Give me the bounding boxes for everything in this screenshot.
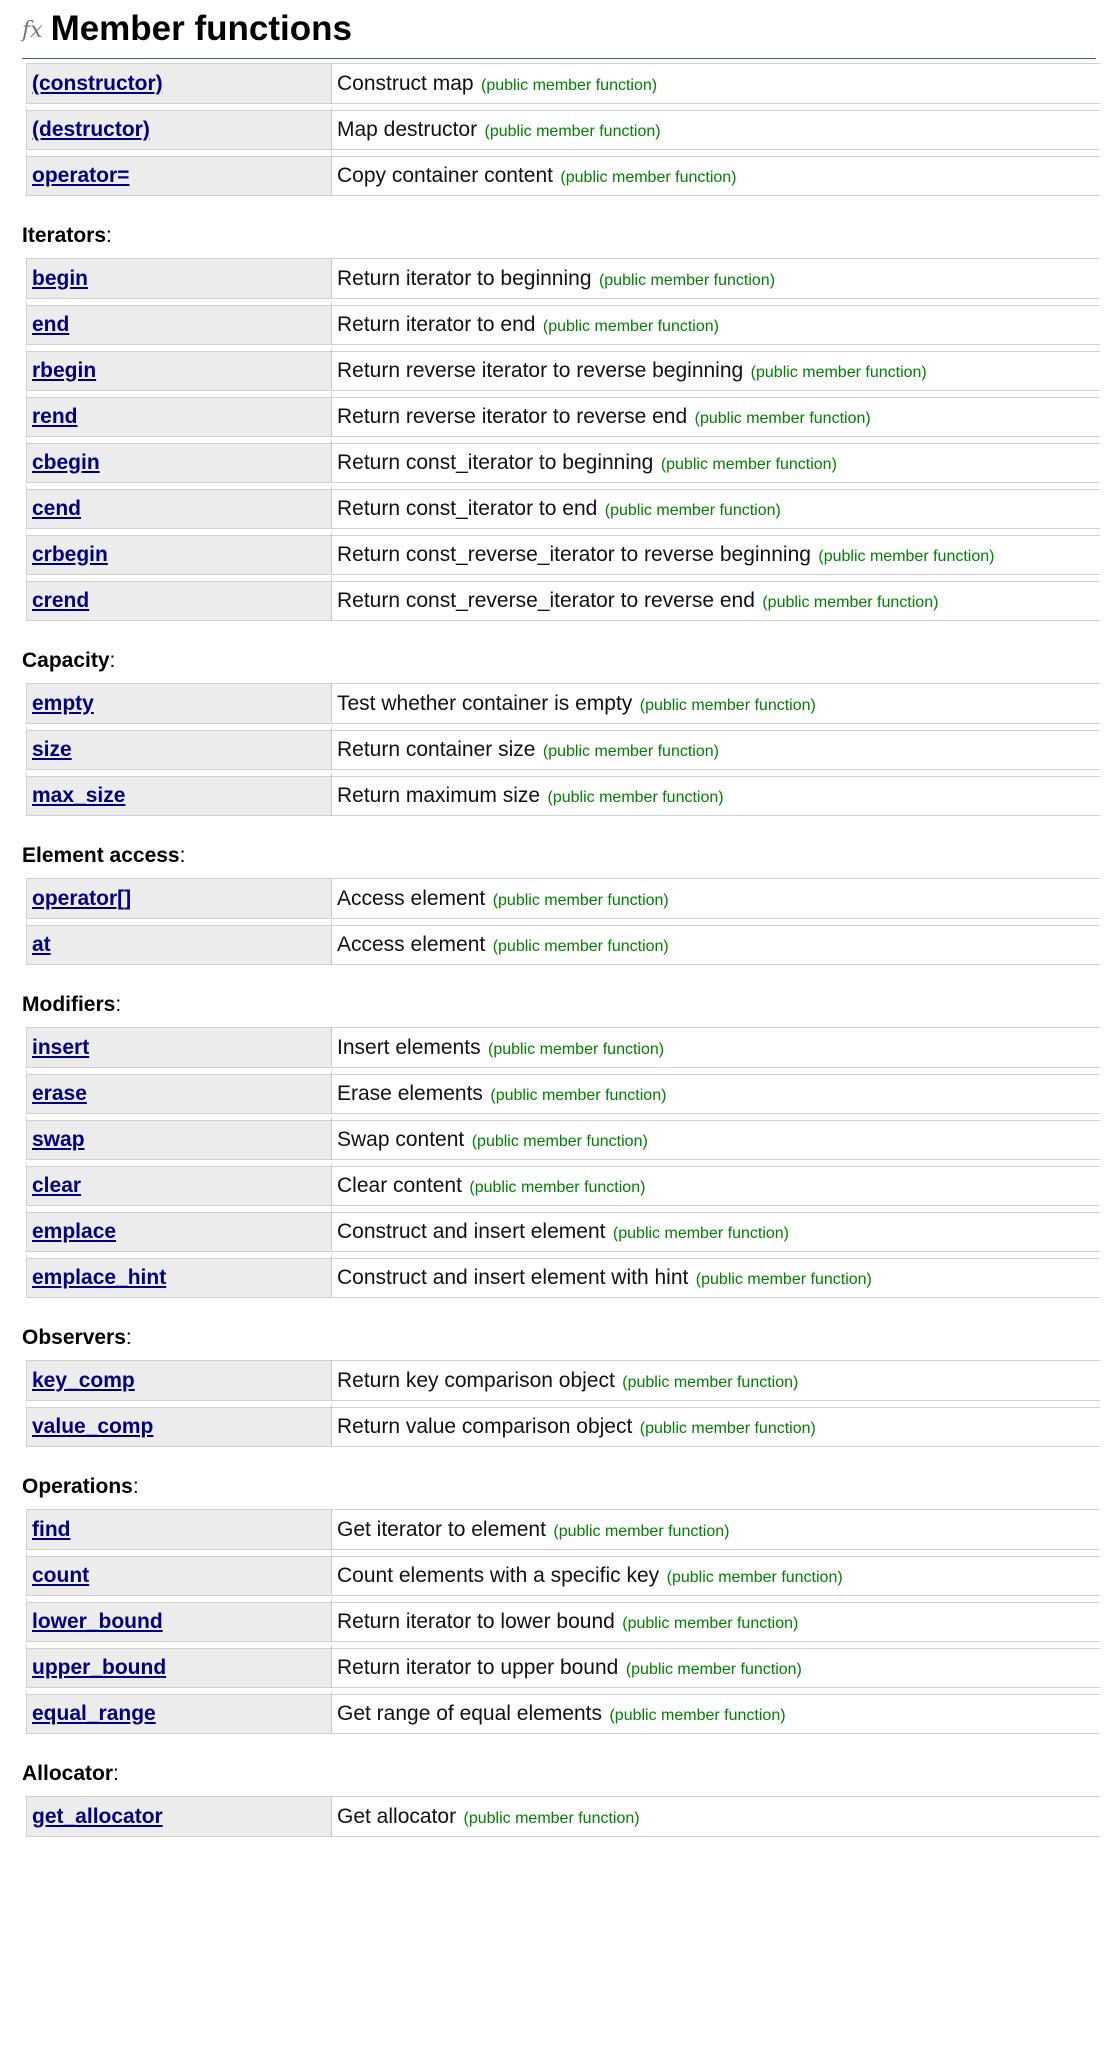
section-label-text: Modifiers bbox=[22, 993, 116, 1016]
section-label bbox=[22, 986, 1096, 1024]
member-description: Erase elements bbox=[337, 1081, 483, 1105]
member-kind-label: (public member function) bbox=[639, 1419, 816, 1437]
section-label-colon: : bbox=[113, 1762, 119, 1785]
member-description: Insert elements bbox=[337, 1035, 481, 1059]
member-name-cell bbox=[26, 683, 332, 724]
member-desc-cell bbox=[332, 1642, 1100, 1688]
member-link[interactable]: max_size bbox=[32, 783, 126, 807]
member-name-cell bbox=[26, 1509, 332, 1550]
member-description: Swap content bbox=[337, 1127, 465, 1151]
member-link[interactable]: cend bbox=[32, 496, 82, 520]
member-kind-label: (public member function) bbox=[639, 696, 816, 714]
member-desc-cell bbox=[332, 437, 1100, 483]
table-row bbox=[26, 1027, 1100, 1068]
member-name-cell bbox=[26, 104, 332, 150]
section-label bbox=[22, 837, 1096, 875]
member-desc-cell bbox=[332, 1509, 1100, 1550]
section-label-colon: : bbox=[106, 224, 112, 247]
member-name-cell bbox=[26, 1160, 332, 1206]
member-description: Count elements with a specific key bbox=[337, 1563, 660, 1587]
member-link[interactable]: find bbox=[32, 1517, 71, 1541]
member-description: Construct and insert element bbox=[337, 1219, 606, 1243]
section-label bbox=[22, 642, 1096, 680]
table-row bbox=[26, 1401, 1100, 1447]
member-kind-label: (public member function) bbox=[612, 1224, 789, 1242]
member-name-cell bbox=[26, 345, 332, 391]
member-description: Return reverse iterator to reverse beginning bbox=[337, 358, 744, 382]
member-description: Return iterator to lower bound bbox=[337, 1609, 615, 1633]
table-row bbox=[26, 1160, 1100, 1206]
member-link[interactable]: empty bbox=[32, 691, 94, 715]
member-desc-cell bbox=[332, 1401, 1100, 1447]
member-link[interactable]: size bbox=[32, 737, 72, 761]
member-kind-label: (public member function) bbox=[471, 1132, 648, 1150]
member-description: Return value comparison object bbox=[337, 1414, 633, 1438]
fx-icon: fx bbox=[22, 17, 43, 43]
member-desc-cell bbox=[332, 1796, 1100, 1837]
section-label-text: Iterators bbox=[22, 224, 107, 247]
table-row bbox=[26, 683, 1100, 724]
table-row bbox=[26, 1360, 1100, 1401]
member-link[interactable]: (constructor) bbox=[32, 71, 163, 95]
table-row bbox=[26, 1550, 1100, 1596]
member-name-cell bbox=[26, 299, 332, 345]
member-table bbox=[26, 63, 1100, 196]
member-link[interactable]: lower_bound bbox=[32, 1609, 163, 1633]
member-link[interactable]: cbegin bbox=[32, 450, 100, 474]
section-label-text: Operations bbox=[22, 1475, 133, 1498]
member-name-cell bbox=[26, 1796, 332, 1837]
member-kind-label: (public member function) bbox=[492, 891, 669, 909]
table-row bbox=[26, 770, 1100, 816]
section-label-colon: : bbox=[125, 1326, 132, 1349]
member-kind-label: (public member function) bbox=[695, 1270, 872, 1288]
member-description: Map destructor bbox=[337, 117, 478, 141]
member-description: Return key comparison object bbox=[337, 1368, 615, 1392]
member-name-cell bbox=[26, 575, 332, 621]
member-link[interactable]: swap bbox=[32, 1127, 85, 1151]
member-description: Test whether container is empty bbox=[337, 691, 633, 715]
member-kind-label: (public member function) bbox=[481, 76, 658, 94]
member-kind-label: (public member function) bbox=[542, 317, 719, 335]
member-desc-cell bbox=[332, 919, 1100, 965]
member-kind-label: (public member function) bbox=[463, 1809, 640, 1827]
member-name-cell bbox=[26, 1027, 332, 1068]
table-row bbox=[26, 878, 1100, 919]
table-row bbox=[26, 724, 1100, 770]
member-name-cell bbox=[26, 63, 332, 104]
member-name-cell bbox=[26, 1360, 332, 1401]
member-desc-cell bbox=[332, 1160, 1100, 1206]
member-description: Construct and insert element with hint bbox=[337, 1265, 689, 1289]
member-name-cell bbox=[26, 1642, 332, 1688]
member-kind-label: (public member function) bbox=[604, 501, 781, 519]
member-link[interactable]: begin bbox=[32, 266, 88, 290]
member-desc-cell bbox=[332, 104, 1100, 150]
member-table bbox=[26, 1509, 1100, 1734]
table-row bbox=[26, 437, 1100, 483]
table-row bbox=[26, 345, 1100, 391]
member-kind-label: (public member function) bbox=[609, 1706, 786, 1724]
member-description: Get iterator to element bbox=[337, 1517, 546, 1541]
member-description: Return iterator to beginning bbox=[337, 266, 592, 290]
member-table bbox=[26, 683, 1100, 816]
table-row bbox=[26, 1688, 1100, 1734]
member-desc-cell bbox=[332, 1068, 1100, 1114]
member-description: Return maximum size bbox=[337, 783, 541, 807]
table-row bbox=[26, 919, 1100, 965]
member-name-cell bbox=[26, 724, 332, 770]
member-table bbox=[26, 1796, 1100, 1837]
member-link[interactable]: get_allocator bbox=[32, 1804, 163, 1828]
member-link[interactable]: erase bbox=[32, 1081, 87, 1105]
member-kind-label: (public member function) bbox=[560, 168, 737, 186]
member-description: Return const_iterator to beginning bbox=[337, 450, 654, 474]
section-label bbox=[22, 1319, 1096, 1357]
member-sections bbox=[22, 63, 1096, 1837]
member-desc-cell bbox=[332, 1252, 1100, 1298]
member-table bbox=[26, 1027, 1100, 1298]
member-description: Access element bbox=[337, 886, 486, 910]
member-desc-cell bbox=[332, 150, 1100, 196]
member-link[interactable]: rbegin bbox=[32, 358, 97, 382]
member-desc-cell bbox=[332, 345, 1100, 391]
member-desc-cell bbox=[332, 1206, 1100, 1252]
table-row bbox=[26, 1796, 1100, 1837]
member-kind-label: (public member function) bbox=[542, 742, 719, 760]
member-desc-cell bbox=[332, 1550, 1100, 1596]
section-heading bbox=[22, 0, 1096, 59]
member-desc-cell bbox=[332, 258, 1100, 299]
member-kind-label: (public member function) bbox=[547, 788, 724, 806]
member-name-cell bbox=[26, 1206, 332, 1252]
member-kind-label: (public member function) bbox=[666, 1568, 843, 1586]
member-desc-cell bbox=[332, 1596, 1100, 1642]
member-name-cell bbox=[26, 1401, 332, 1447]
member-name-cell bbox=[26, 483, 332, 529]
member-kind-label: (public member function) bbox=[598, 271, 776, 289]
member-link[interactable]: insert bbox=[32, 1035, 90, 1059]
member-name-cell bbox=[26, 919, 332, 965]
table-row bbox=[26, 258, 1100, 299]
table-row bbox=[26, 299, 1100, 345]
member-desc-cell bbox=[332, 1688, 1100, 1734]
member-desc-cell bbox=[332, 1027, 1100, 1068]
member-link[interactable]: rend bbox=[32, 404, 78, 428]
member-link[interactable]: emplace_hint bbox=[32, 1265, 167, 1289]
member-desc-cell bbox=[332, 683, 1100, 724]
member-kind-label: (public member function) bbox=[625, 1660, 802, 1678]
member-description: Return const_reverse_iterator to reverse end bbox=[337, 588, 755, 612]
member-name-cell bbox=[26, 437, 332, 483]
section-label bbox=[22, 217, 1096, 255]
member-description: Copy container content bbox=[337, 163, 553, 187]
member-kind-label: (public member function) bbox=[750, 363, 927, 381]
table-row bbox=[26, 1596, 1100, 1642]
member-description: Return const_iterator to end bbox=[337, 496, 598, 520]
table-row bbox=[26, 1642, 1100, 1688]
member-desc-cell bbox=[332, 1114, 1100, 1160]
member-desc-cell bbox=[332, 529, 1100, 575]
member-description: Construct map bbox=[337, 71, 474, 95]
member-name-cell bbox=[26, 1688, 332, 1734]
member-description: Return container size bbox=[337, 737, 536, 761]
member-name-cell bbox=[26, 1252, 332, 1298]
table-row bbox=[26, 483, 1100, 529]
member-description: Return const_reverse_iterator to reverse beginning bbox=[337, 542, 811, 566]
member-kind-label: (public member function) bbox=[762, 593, 939, 611]
member-desc-cell bbox=[332, 878, 1100, 919]
member-desc-cell bbox=[332, 299, 1100, 345]
member-description: Return reverse iterator to reverse end bbox=[337, 404, 688, 428]
member-description: Clear content bbox=[337, 1173, 462, 1197]
table-row bbox=[26, 1509, 1100, 1550]
member-link[interactable]: key_comp bbox=[32, 1368, 135, 1392]
member-link[interactable]: equal_range bbox=[32, 1701, 156, 1725]
member-kind-label: (public member function) bbox=[492, 937, 669, 955]
section-label-text: Element access bbox=[22, 844, 180, 867]
member-table bbox=[26, 258, 1100, 621]
member-desc-cell bbox=[332, 724, 1100, 770]
table-row bbox=[26, 1252, 1100, 1298]
member-link[interactable]: crbegin bbox=[32, 542, 108, 566]
member-name-cell bbox=[26, 529, 332, 575]
member-kind-label: (public member function) bbox=[490, 1086, 667, 1104]
table-row bbox=[26, 150, 1100, 196]
member-name-cell bbox=[26, 1550, 332, 1596]
member-desc-cell bbox=[332, 63, 1100, 104]
member-name-cell bbox=[26, 1114, 332, 1160]
member-kind-label: (public member function) bbox=[622, 1373, 799, 1391]
member-kind-label: (public member function) bbox=[553, 1522, 730, 1540]
member-kind-label: (public member function) bbox=[818, 547, 995, 565]
member-description: Get allocator bbox=[337, 1804, 457, 1828]
member-link[interactable]: operator[] bbox=[32, 886, 132, 910]
member-link[interactable]: (destructor) bbox=[32, 117, 150, 141]
member-name-cell bbox=[26, 770, 332, 816]
member-description: Return iterator to upper bound bbox=[337, 1655, 619, 1679]
member-kind-label: (public member function) bbox=[694, 409, 871, 427]
member-desc-cell bbox=[332, 1360, 1100, 1401]
section-label-text: Observers bbox=[22, 1326, 126, 1349]
member-name-cell bbox=[26, 1596, 332, 1642]
member-link[interactable]: operator= bbox=[32, 163, 130, 187]
table-row bbox=[26, 1206, 1100, 1252]
member-table bbox=[26, 878, 1100, 965]
member-desc-cell bbox=[332, 483, 1100, 529]
member-name-cell bbox=[26, 878, 332, 919]
section-label bbox=[22, 1755, 1096, 1793]
member-link[interactable]: crend bbox=[32, 588, 90, 612]
member-link[interactable]: at bbox=[32, 932, 51, 956]
member-description: Return iterator to end bbox=[337, 312, 536, 336]
member-kind-label: (public member function) bbox=[660, 455, 837, 473]
member-link[interactable]: emplace bbox=[32, 1219, 117, 1243]
section-label-text: Capacity bbox=[22, 649, 110, 672]
member-kind-label: (public member function) bbox=[469, 1178, 646, 1196]
member-description: Get range of equal elements bbox=[337, 1701, 603, 1725]
table-row bbox=[26, 391, 1100, 437]
member-table bbox=[26, 1360, 1100, 1447]
section-label-colon: : bbox=[109, 649, 116, 672]
section-label-colon: : bbox=[179, 844, 186, 867]
member-link[interactable]: clear bbox=[32, 1173, 82, 1197]
member-name-cell bbox=[26, 258, 332, 299]
section-label-colon: : bbox=[132, 1475, 139, 1498]
member-desc-cell bbox=[332, 575, 1100, 621]
section-label-text: Allocator bbox=[22, 1762, 114, 1785]
member-kind-label: (public member function) bbox=[484, 122, 661, 140]
member-link[interactable]: upper_bound bbox=[32, 1655, 167, 1679]
table-row bbox=[26, 1114, 1100, 1160]
table-row bbox=[26, 575, 1100, 621]
member-description: Access element bbox=[337, 932, 486, 956]
table-row bbox=[26, 63, 1100, 104]
table-row bbox=[26, 104, 1100, 150]
member-name-cell bbox=[26, 1068, 332, 1114]
member-link[interactable]: value_comp bbox=[32, 1414, 154, 1438]
section-label bbox=[22, 1468, 1096, 1506]
member-kind-label: (public member function) bbox=[488, 1040, 665, 1058]
member-desc-cell bbox=[332, 391, 1100, 437]
page-title: Member functions bbox=[50, 9, 352, 48]
table-row bbox=[26, 529, 1100, 575]
section-label-colon: : bbox=[115, 993, 122, 1016]
member-link[interactable]: end bbox=[32, 312, 70, 336]
member-kind-label: (public member function) bbox=[622, 1614, 799, 1632]
member-name-cell bbox=[26, 150, 332, 196]
member-link[interactable]: count bbox=[32, 1563, 90, 1587]
member-desc-cell bbox=[332, 770, 1100, 816]
member-name-cell bbox=[26, 391, 332, 437]
table-row bbox=[26, 1068, 1100, 1114]
